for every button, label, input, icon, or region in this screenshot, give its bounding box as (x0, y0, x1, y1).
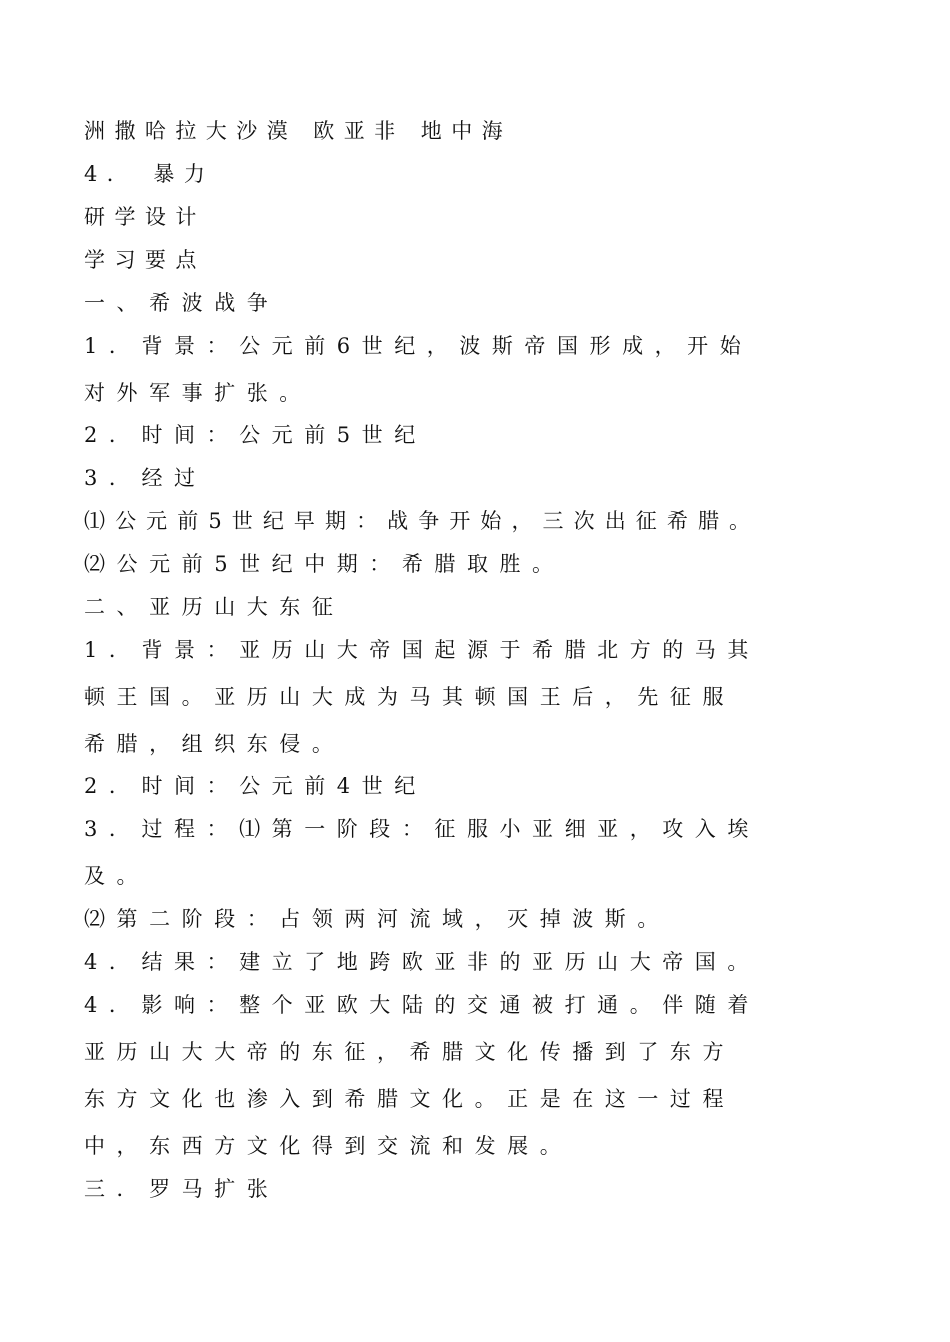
section-heading-roman-expansion: 三．罗马扩张 (84, 1177, 280, 1201)
text-line-1: 洲撒哈拉大沙漠 欧亚非 地中海 (84, 119, 513, 143)
text-line-4: 学习要点 (84, 248, 206, 272)
text-line-7: 对外军事扩张。 (84, 381, 312, 405)
text-line-20: 4．结果：建立了地跨欧亚非的亚历山大帝国。 (84, 950, 760, 974)
text-line-21: 4．影响：整个亚欧大陆的交通被打通。伴随着 (84, 993, 760, 1017)
text-line-10: ⑴公元前5世纪早期：战争开始，三次出征希腊。 (84, 509, 761, 533)
text-line-24: 中，东西方文化得到交流和发展。 (84, 1134, 573, 1158)
text-line-17: 3．过程：⑴第一阶段：征服小亚细亚，攻入埃 (84, 817, 760, 841)
text-line-8: 2．时间：公元前5世纪 (84, 423, 427, 447)
text-line-23: 东方文化也渗入到希腊文化。正是在这一过程 (84, 1087, 735, 1111)
text-line-11: ⑵公元前5世纪中期：希腊取胜。 (84, 552, 565, 576)
text-line-18: 及。 (84, 864, 150, 888)
text-line-14: 顿王国。亚历山大成为马其顿国王后，先征服 (84, 685, 735, 709)
text-line-22: 亚历山大大帝的东征，希腊文化传播到了东方 (84, 1040, 735, 1064)
text-line-16: 2．时间：公元前4世纪 (84, 774, 427, 798)
section-heading-alexander-campaign: 二、亚历山大东征 (84, 595, 345, 619)
text-line-13: 1．背景：亚历山大帝国起源于希腊北方的马其 (84, 638, 760, 662)
text-line-6: 1．背景：公元前6世纪，波斯帝国形成，开始 (84, 334, 753, 358)
text-line-9: 3．经过 (84, 466, 207, 490)
section-heading-greco-persian-war: 一、希波战争 (84, 291, 280, 315)
text-line-2: 4． 暴力 (84, 162, 215, 186)
text-line-15: 希腊，组织东侵。 (84, 732, 345, 756)
text-line-19: ⑵第二阶段：占领两河流域，灭掉波斯。 (84, 907, 670, 931)
text-line-3: 研学设计 (84, 205, 206, 229)
